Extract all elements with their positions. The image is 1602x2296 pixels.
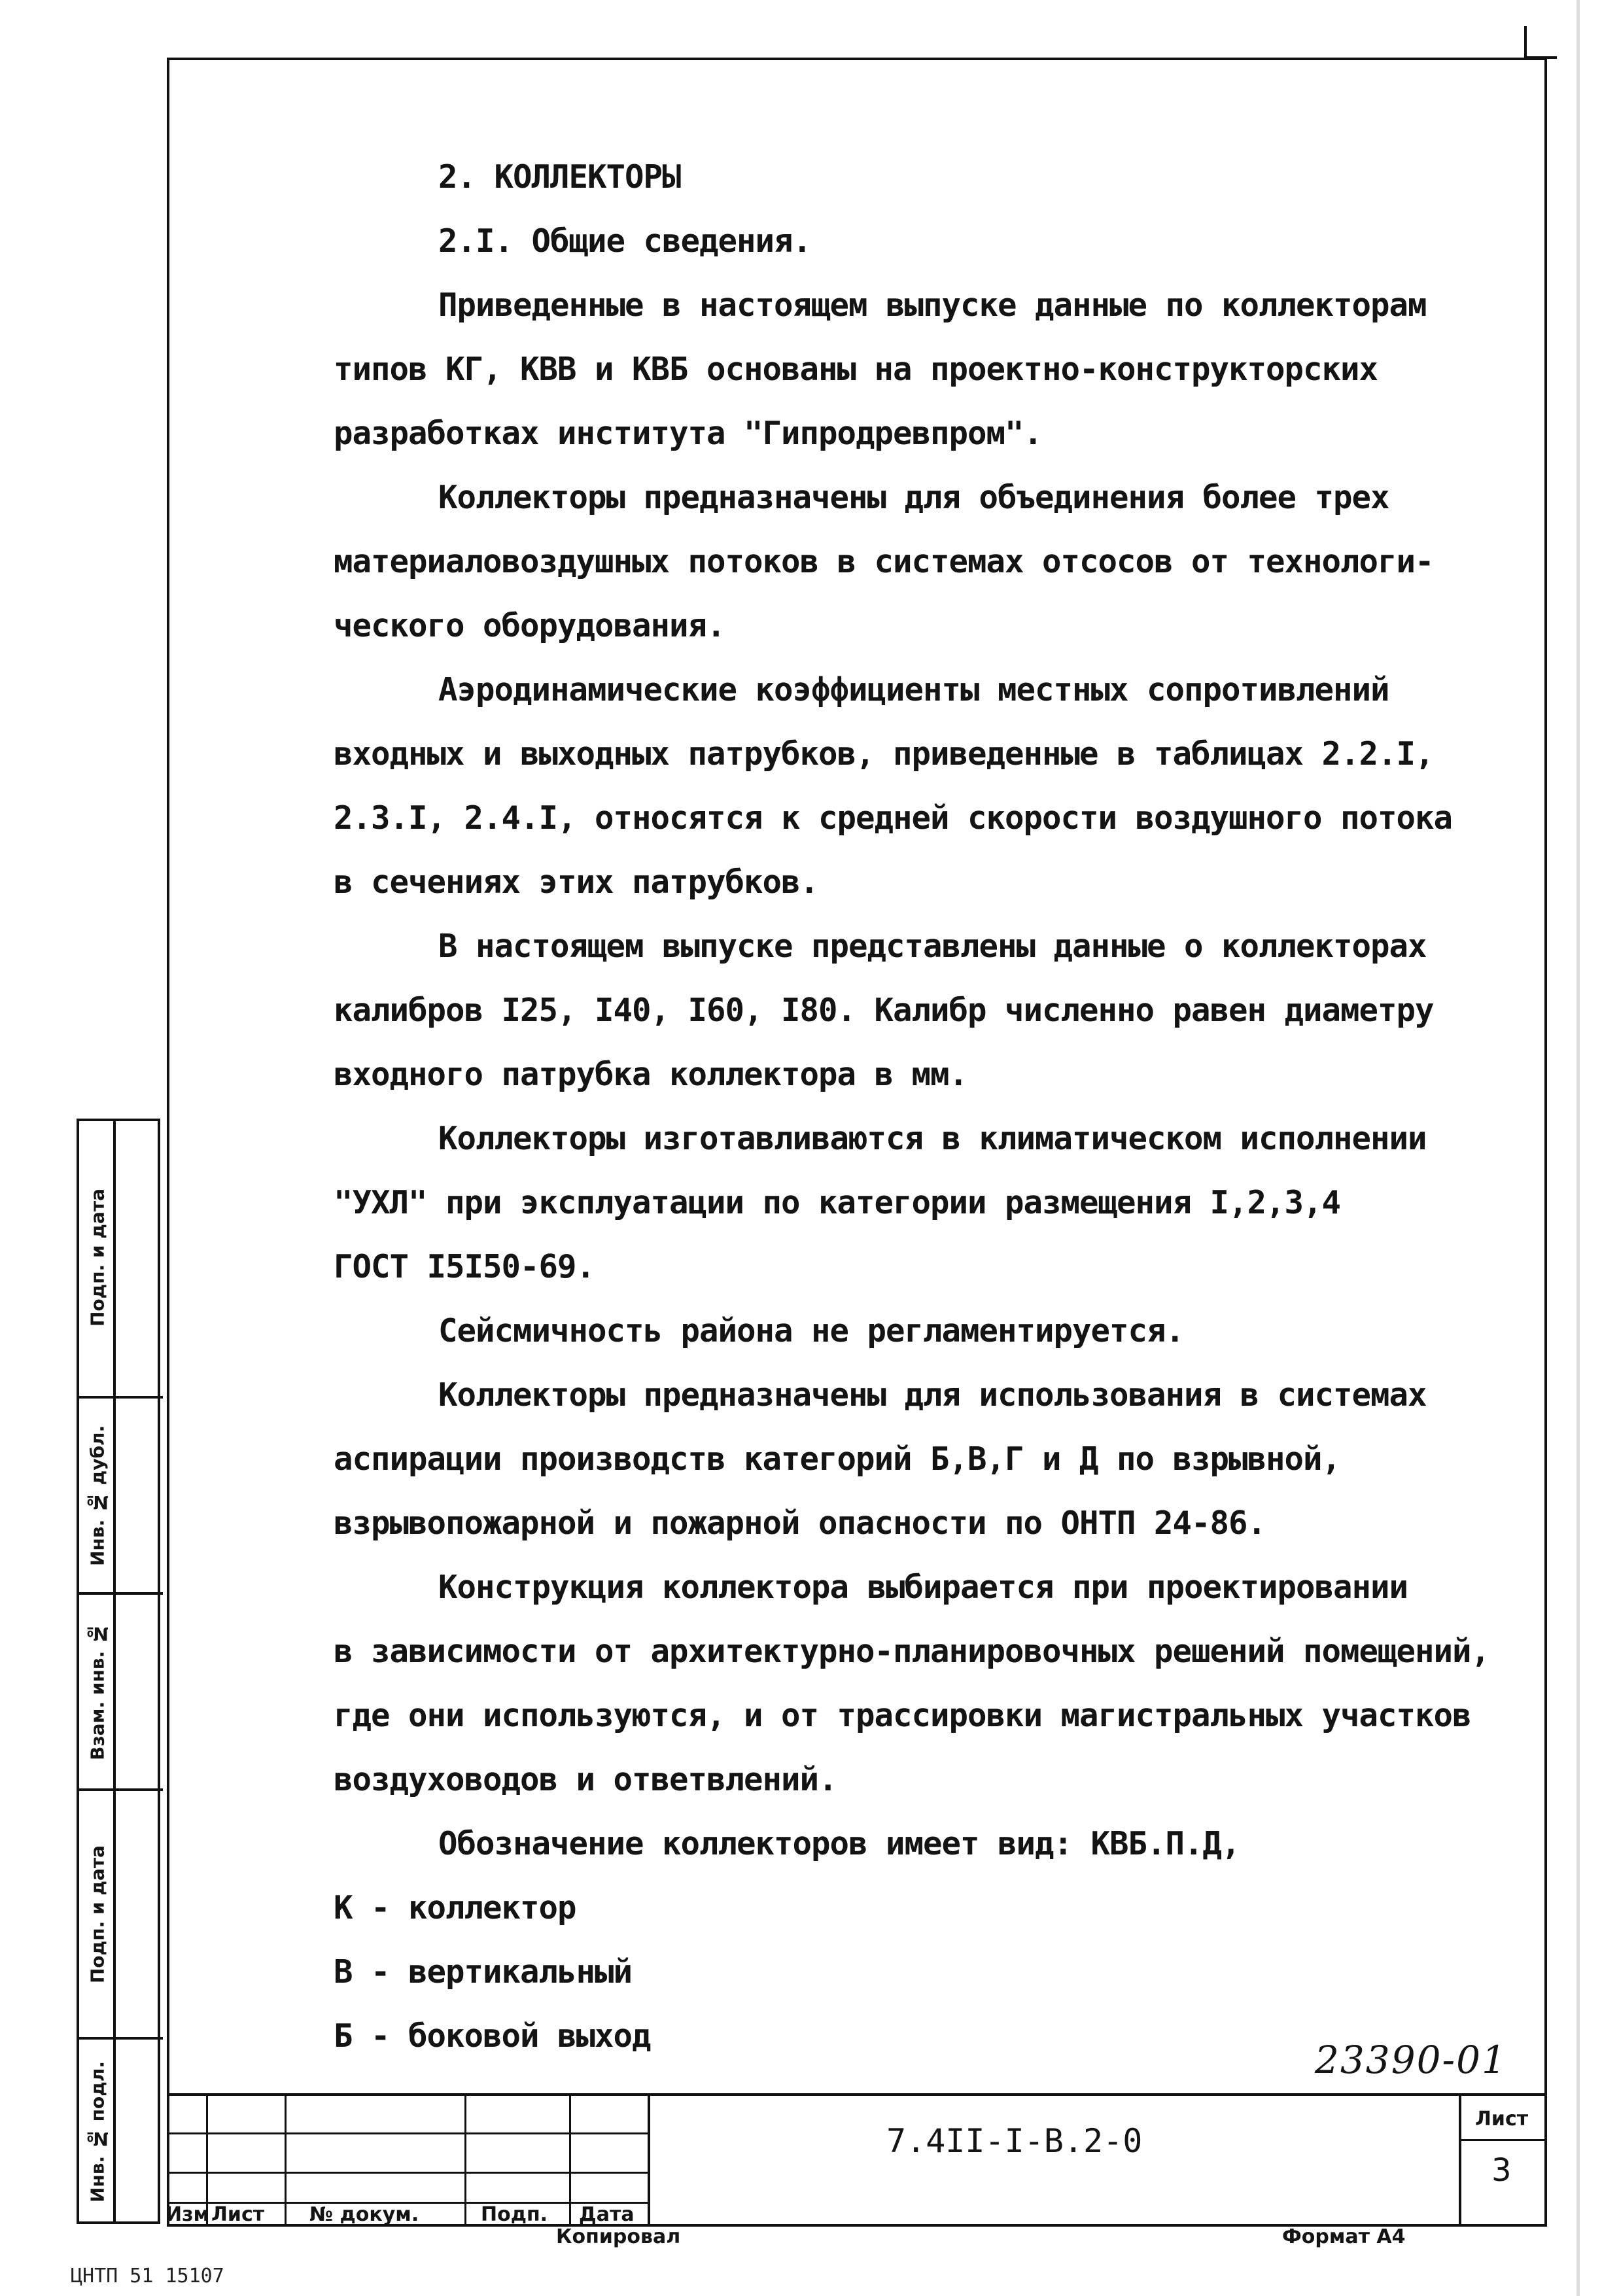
body-line: Коллекторы предназначены для использования в системах	[438, 1376, 1427, 1414]
document-body	[334, 145, 1544, 2068]
body-line: разработках института "Гипродревпром".	[334, 415, 1043, 452]
body-line: входного патрубка коллектора в мм.	[334, 1056, 968, 1093]
stamp-cell-replacement-inventory	[79, 1592, 163, 1788]
sheet-number: 3	[1491, 2152, 1512, 2189]
body-line: "УХЛ" при эксплуатации по категории размещения I,2,3,4	[334, 1184, 1341, 1221]
body-line: материаловоздушных потоков в системах отсосов от технологи-	[334, 543, 1434, 580]
body-line: ГОСТ I5I50-69.	[334, 1248, 595, 1285]
col-sheet: Лист	[211, 2203, 265, 2226]
body-line: где они используются, и от трассировки магистральных участков	[334, 1697, 1471, 1734]
paper-format-label: Формат А4	[1282, 2225, 1406, 2248]
stamp-cell-original-inventory	[79, 2037, 163, 2224]
col-date: Дата	[579, 2203, 635, 2226]
body-line: Приведенные в настоящем выпуске данные по коллекторам	[438, 287, 1427, 324]
stamp-label: Подп. и дата	[86, 1188, 109, 1327]
body-line: в сечениях этих патрубков.	[334, 863, 819, 901]
body-line: Б - боковой выход	[334, 2017, 651, 2055]
title-block	[167, 2093, 1547, 2224]
section-subheading: 2.I. Общие сведения.	[438, 222, 812, 260]
col-change: Изм	[165, 2203, 210, 2226]
body-line: ческого оборудования.	[334, 607, 725, 644]
frame-corner-tick	[1524, 26, 1557, 59]
body-paragraphs	[334, 273, 1544, 2068]
copied-by-label: Копировал	[556, 2225, 681, 2248]
body-line: В настоящем выпуске представлены данные о коллекторах	[438, 928, 1427, 965]
scan-edge-line	[1576, 0, 1580, 2296]
body-line: в зависимости от архитектурно-планировочных решений помещений,	[334, 1633, 1490, 1670]
handwritten-registry-number: 23390-01	[1315, 2038, 1507, 2082]
body-line: Коллекторы изготавливаются в климатическом исполнении	[438, 1120, 1427, 1157]
body-line: В - вертикальный	[334, 1953, 633, 1991]
stamp-label: Инв. № дубл.	[86, 1425, 109, 1566]
body-line: Коллекторы предназначены для объединения более трех	[438, 479, 1389, 516]
stamp-label: Инв. № подл.	[86, 2061, 109, 2202]
stamp-label: Взам. инв. №	[86, 1623, 109, 1760]
body-line: 2.3.I, 2.4.I, относятся к средней скорости воздушного потока	[334, 799, 1453, 837]
sheet-label: Лист	[1475, 2108, 1529, 2131]
col-signature: Подп.	[481, 2203, 548, 2226]
body-line: Аэродинамические коэффициенты местных сопротивлений	[438, 671, 1389, 708]
body-line: Обозначение коллекторов имеет вид: КВБ.П.Д,	[438, 1825, 1240, 1862]
body-line: воздуховодов и ответвлений.	[334, 1761, 837, 1798]
body-line: калибров I25, I40, I60, I80. Калибр численно равен диаметру	[334, 992, 1434, 1029]
stamp-cell-duplicate-inventory	[79, 1396, 163, 1592]
stamp-cell-signature-date-1	[79, 1121, 163, 1396]
stamp-cell-signature-date-2	[79, 1788, 163, 2037]
body-line: аспирации производств категорий Б,В,Г и Д по взрывной,	[334, 1440, 1341, 1478]
stamp-label: Подп. и дата	[86, 1845, 109, 1983]
body-line: Конструкция коллектора выбирается при проектировании	[438, 1569, 1408, 1606]
document-code: 7.4II-I-В.2-0	[886, 2122, 1143, 2160]
col-document-number: № докум.	[309, 2203, 419, 2226]
body-line: Сейсмичность района не регламентируется.	[438, 1312, 1185, 1349]
left-margin-stamp	[77, 1119, 160, 2224]
body-line: входных и выходных патрубков, приведенные в таблицах 2.2.I,	[334, 735, 1434, 773]
print-mark: ЦНТП 51 15107	[71, 2265, 224, 2287]
section-heading: 2. КОЛЛЕКТОРЫ	[438, 158, 681, 196]
body-line: типов КГ, КВВ и КВБ основаны на проектно-конструкторских	[334, 351, 1378, 388]
body-line: взрывопожарной и пожарной опасности по ОНТП 24-86.	[334, 1505, 1266, 1542]
body-line: К - коллектор	[334, 1889, 576, 1926]
